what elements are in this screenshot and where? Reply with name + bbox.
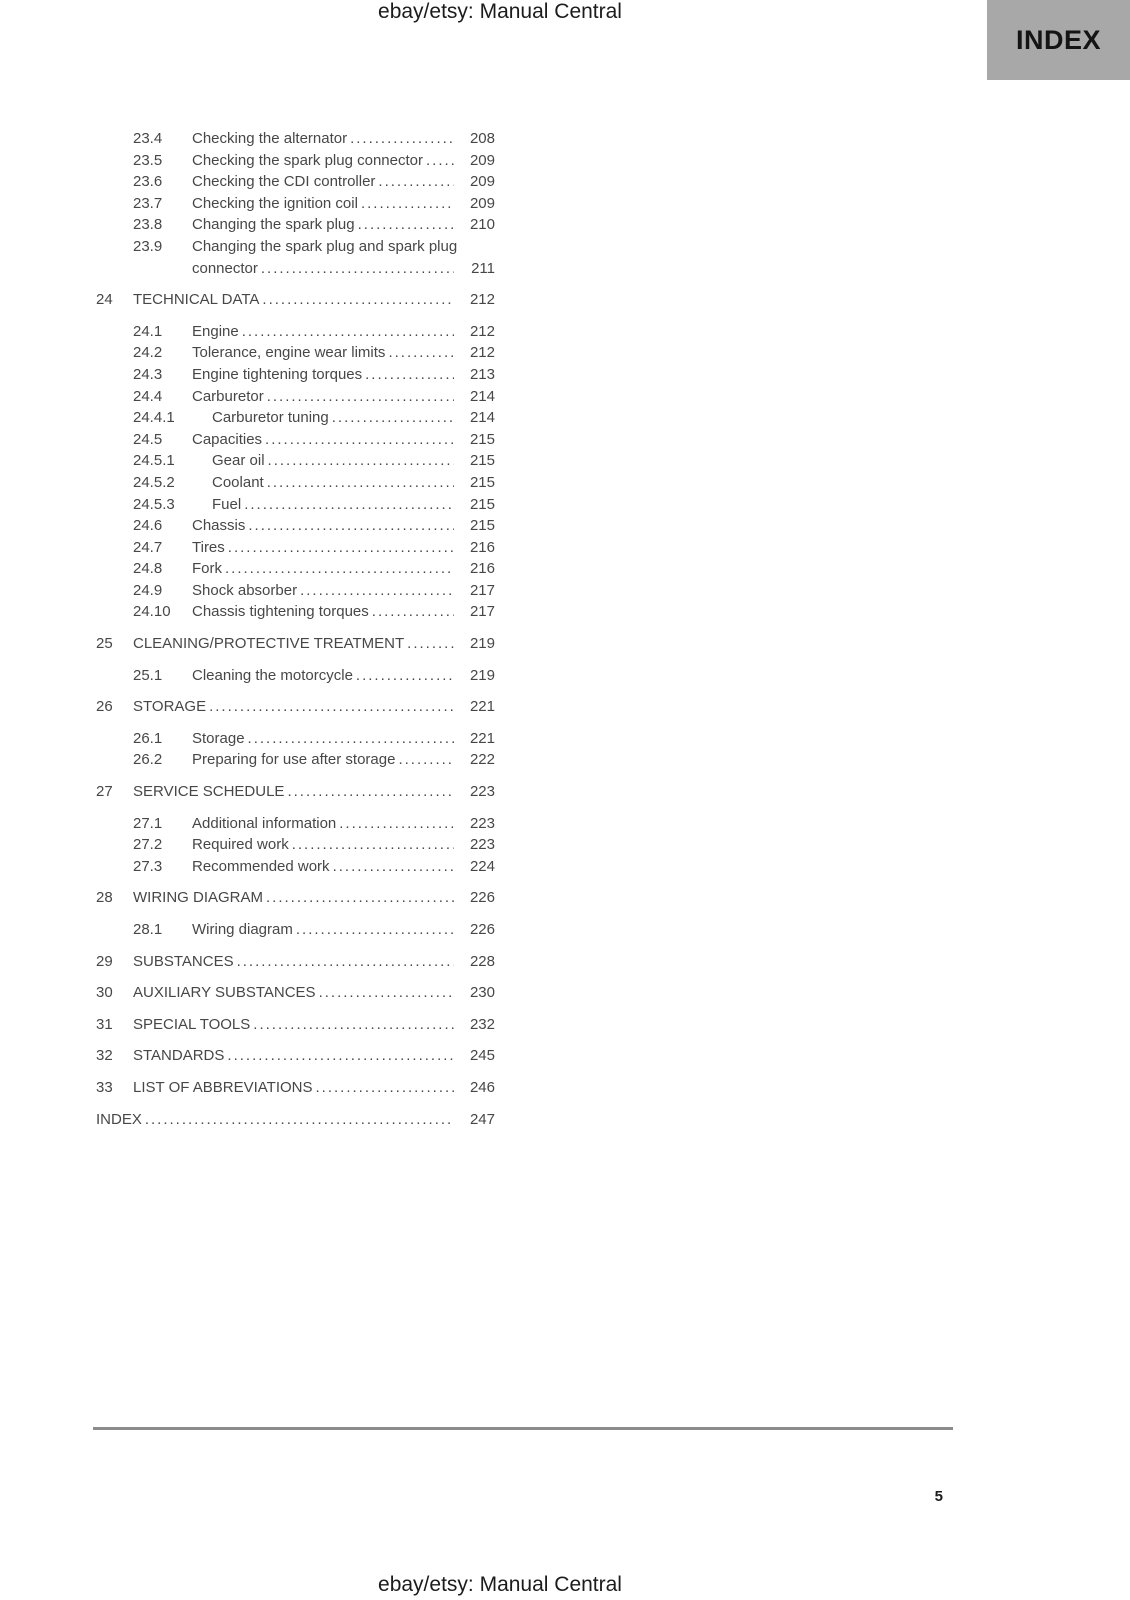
toc-entry-number: 28.1 (133, 921, 163, 938)
toc-entry (96, 515, 495, 537)
toc-entry-page: 246 (469, 1078, 495, 1096)
toc-entry (96, 749, 495, 771)
toc-leader-dots (262, 289, 454, 311)
toc-leader-dots (225, 558, 454, 580)
toc-entry (96, 494, 495, 516)
toc-entry-number: 24.5.2 (133, 473, 175, 491)
toc-entry-number: 24.5 (133, 430, 163, 448)
toc-entry-title: Additional information (192, 814, 337, 832)
toc-entry-title: Checking the spark plug connector (192, 151, 423, 169)
toc-entry-number: 23.6 (133, 173, 163, 191)
toc-entry-number: 24.8 (133, 560, 163, 578)
toc-entry-number: 23.5 (133, 151, 163, 169)
footer-divider (93, 1427, 953, 1430)
toc-entry-title: Gear oil (212, 452, 265, 470)
toc-entry-number: 24.2 (133, 344, 163, 362)
toc-entry-number: 23.9 (133, 237, 163, 255)
toc-entry (96, 696, 495, 718)
toc-entry-page: 223 (469, 783, 495, 801)
toc-entry (96, 236, 495, 258)
toc-entry-title: SERVICE SCHEDULE (133, 783, 285, 801)
toc-entry-number: 26 (96, 698, 113, 716)
toc-leader-dots (333, 856, 454, 878)
toc-entry-title: Recommended work (192, 857, 330, 875)
toc-entry-number: 24.3 (133, 365, 163, 383)
toc-entry-title: Wiring diagram (192, 921, 293, 938)
toc-entry-page: 215 (469, 495, 495, 513)
toc-entry-title: Engine tightening torques (192, 365, 363, 383)
toc-entry-page: 224 (469, 857, 495, 875)
toc-entry-number: 24 (96, 291, 113, 309)
toc-leader-dots (268, 450, 454, 472)
toc-entry-title: SPECIAL TOOLS (133, 1015, 251, 1033)
toc-leader-dots (378, 171, 454, 193)
toc-entry-title: Changing the spark plug (192, 216, 355, 234)
toc-entry-page: 210 (469, 216, 495, 234)
toc-entry (96, 1077, 495, 1099)
toc-entry-page: 223 (469, 814, 495, 832)
toc-entry-title: Capacities (192, 430, 263, 448)
toc-entry-page: 213 (469, 365, 495, 383)
toc-entry (96, 1109, 495, 1131)
toc-leader-dots (267, 472, 454, 494)
toc-entry (96, 407, 495, 429)
toc-entry-page: 245 (469, 1047, 495, 1065)
toc-leader-dots (248, 728, 454, 750)
toc-entry (96, 1014, 495, 1036)
toc-entry-title: Preparing for use after storage (192, 751, 396, 769)
toc-entry-page: 215 (469, 517, 495, 535)
toc-entry (96, 472, 495, 494)
toc-entry-number: 23.7 (133, 194, 163, 212)
toc-leader-dots (287, 781, 454, 803)
toc-leader-dots (339, 813, 454, 835)
toc-entry-page: 222 (469, 751, 495, 769)
toc-entry-number: 27.1 (133, 814, 163, 832)
toc-entry-title: Carburetor tuning (212, 409, 329, 427)
toc-entry-number: 24.10 (133, 603, 171, 621)
toc-entry-title: Fork (192, 560, 222, 578)
toc-entry (96, 289, 495, 311)
toc-entry-page: 228 (469, 952, 495, 970)
toc-entry-title: Required work (192, 836, 289, 854)
toc-entry-page: 212 (469, 322, 495, 340)
toc-entry-number: 24.4 (133, 387, 163, 405)
page-footer-title: ebay/etsy: Manual Central (378, 1573, 622, 1596)
toc-entry-page: 226 (469, 889, 495, 907)
toc-leader-dots (350, 128, 454, 150)
toc-entry (96, 128, 495, 150)
toc-entry-number: 27.2 (133, 836, 163, 854)
toc-entry (96, 633, 495, 655)
toc-entry-title: STANDARDS (133, 1047, 225, 1065)
toc-entry-page: 209 (469, 194, 495, 212)
toc-entry-page: 216 (469, 560, 495, 578)
toc-entry-number: 24.7 (133, 538, 163, 556)
toc-entry-number: 25.1 (133, 666, 163, 684)
toc-entry-title: Coolant (212, 473, 264, 491)
toc-leader-dots (300, 580, 454, 602)
toc-entry-number: 27 (96, 783, 113, 801)
toc-entry-number: 24.5.3 (133, 495, 175, 513)
toc-leader-dots (237, 951, 454, 973)
toc-entry-title: SUBSTANCES (133, 952, 234, 970)
toc-leader-dots (361, 193, 454, 215)
toc-entry-title: CLEANING/PROTECTIVE TREATMENT (133, 635, 405, 653)
toc-entry-title: Fuel (212, 495, 242, 513)
toc-entry-page: 217 (469, 603, 495, 621)
toc-leader-dots (407, 633, 454, 655)
toc-entry-page: 209 (469, 173, 495, 191)
toc-leader-dots (332, 407, 454, 429)
toc-entry-number: 26.1 (133, 729, 163, 747)
toc-leader-dots (296, 919, 454, 941)
toc-entry-page: 223 (469, 836, 495, 854)
toc-entry (96, 1045, 495, 1067)
toc-entry (96, 856, 495, 878)
toc-entry-page: 219 (469, 666, 495, 684)
toc-entry (96, 558, 495, 580)
index-tab (987, 0, 1130, 80)
toc-leader-dots (266, 887, 454, 909)
toc-entry (96, 258, 495, 280)
toc-entry-page: 217 (469, 581, 495, 599)
toc-entry-number: 30 (96, 984, 113, 1002)
toc-entry-title: Chassis (192, 517, 246, 535)
toc-entry-page: 214 (469, 409, 495, 427)
page-number: 5 (934, 1488, 943, 1505)
toc-entry-page: 214 (469, 387, 495, 405)
toc-entry-page: 215 (469, 473, 495, 491)
toc-entry-number: 24.1 (133, 322, 163, 340)
toc-leader-dots (319, 982, 454, 1004)
toc-entry (96, 919, 495, 941)
toc-leader-dots (316, 1077, 455, 1099)
toc-entry-number: 25 (96, 635, 113, 653)
toc-entry-page: 221 (469, 698, 495, 716)
toc-entry-number: 29 (96, 952, 113, 970)
toc-entry-number: 24.9 (133, 581, 163, 599)
toc-entry (96, 601, 495, 623)
toc-entry-page: 226 (469, 921, 495, 938)
toc-entry-page: 232 (469, 1015, 495, 1033)
page-header-title: ebay/etsy: Manual Central (378, 0, 622, 23)
toc-entry (96, 321, 495, 343)
toc-entry (96, 537, 495, 559)
toc-entry (96, 887, 495, 909)
toc-entry-page: 230 (469, 984, 495, 1002)
toc-leader-dots (398, 749, 454, 771)
toc-entry-page: 209 (469, 151, 495, 169)
table-of-contents (96, 128, 495, 1140)
toc-entry (96, 450, 495, 472)
toc-entry-number: 24.4.1 (133, 409, 175, 427)
toc-entry (96, 214, 495, 236)
toc-entry-number: 26.2 (133, 751, 163, 769)
toc-entry-number: 24.6 (133, 517, 163, 535)
toc-entry-title: Tolerance, engine wear limits (192, 344, 386, 362)
toc-entry-number: 33 (96, 1078, 113, 1096)
toc-leader-dots (228, 537, 454, 559)
toc-entry-page: 247 (469, 1110, 495, 1128)
toc-entry (96, 580, 495, 602)
toc-entry (96, 951, 495, 973)
toc-entry-number: 31 (96, 1015, 113, 1033)
toc-entry-title: Cleaning the motorcycle (192, 666, 353, 684)
toc-entry (96, 781, 495, 803)
toc-entry-title: WIRING DIAGRAM (133, 889, 263, 907)
toc-leader-dots (248, 515, 454, 537)
toc-entry-page: 216 (469, 538, 495, 556)
toc-entry (96, 429, 495, 451)
toc-entry-title: LIST OF ABBREVIATIONS (133, 1078, 313, 1096)
toc-leader-dots (242, 321, 454, 343)
toc-entry-title: TECHNICAL DATA (133, 291, 260, 309)
toc-leader-dots (267, 386, 454, 408)
toc-entry (96, 834, 495, 856)
toc-entry-number: 24.5.1 (133, 452, 175, 470)
index-tab-label: INDEX (1015, 24, 1102, 55)
toc-entry-title: Checking the ignition coil (192, 194, 358, 212)
toc-entry (96, 665, 495, 687)
toc-entry-page: 212 (469, 291, 495, 309)
toc-entry (96, 982, 495, 1004)
toc-entry-title: Engine (192, 322, 239, 340)
toc-leader-dots (356, 665, 454, 687)
toc-entry-title: Checking the CDI controller (192, 173, 376, 191)
toc-leader-dots (209, 696, 454, 718)
toc-entry-page: 212 (469, 344, 495, 362)
toc-entry (96, 171, 495, 193)
toc-leader-dots (388, 342, 454, 364)
toc-entry-title: connector (192, 259, 258, 277)
toc-entry-number: 28 (96, 889, 113, 907)
toc-entry-title: AUXILIARY SUBSTANCES (133, 984, 316, 1002)
toc-entry-title: Carburetor (192, 387, 264, 405)
toc-entry-title: INDEX (96, 1110, 142, 1128)
toc-leader-dots (265, 429, 454, 451)
toc-leader-dots (372, 601, 454, 623)
toc-entry-number: 27.3 (133, 857, 163, 875)
toc-leader-dots (426, 150, 454, 172)
toc-entry-page: 208 (469, 130, 495, 147)
toc-leader-dots (358, 214, 454, 236)
toc-entry-title: Chassis tightening torques (192, 603, 369, 621)
toc-entry (96, 813, 495, 835)
toc-leader-dots (244, 494, 454, 516)
toc-entry-page: 215 (469, 430, 495, 448)
toc-entry-title: Shock absorber (192, 581, 298, 599)
toc-entry (96, 193, 495, 215)
toc-entry (96, 728, 495, 750)
toc-entry-title: Tires (192, 538, 225, 556)
toc-entry-number: 32 (96, 1047, 113, 1065)
toc-entry (96, 342, 495, 364)
toc-entry-number: 23.4 (133, 130, 163, 147)
toc-entry-title: Checking the alternator (192, 130, 348, 147)
toc-leader-dots (261, 258, 454, 280)
toc-entry-title: Storage (192, 729, 245, 747)
toc-entry (96, 386, 495, 408)
toc-leader-dots (253, 1014, 454, 1036)
toc-entry-page: 221 (469, 729, 495, 747)
toc-leader-dots (145, 1109, 454, 1131)
toc-entry (96, 150, 495, 172)
toc-entry-page: 219 (469, 635, 495, 653)
toc-entry-title: Changing the spark plug and spark plug (192, 237, 458, 255)
toc-leader-dots (227, 1045, 454, 1067)
toc-entry-page: 211 (471, 259, 495, 277)
toc-leader-dots (292, 834, 454, 856)
toc-entry-title: STORAGE (133, 698, 207, 716)
toc-entry-number: 23.8 (133, 216, 163, 234)
toc-leader-dots (365, 364, 454, 386)
toc-entry (96, 364, 495, 386)
toc-entry-page: 215 (469, 452, 495, 470)
